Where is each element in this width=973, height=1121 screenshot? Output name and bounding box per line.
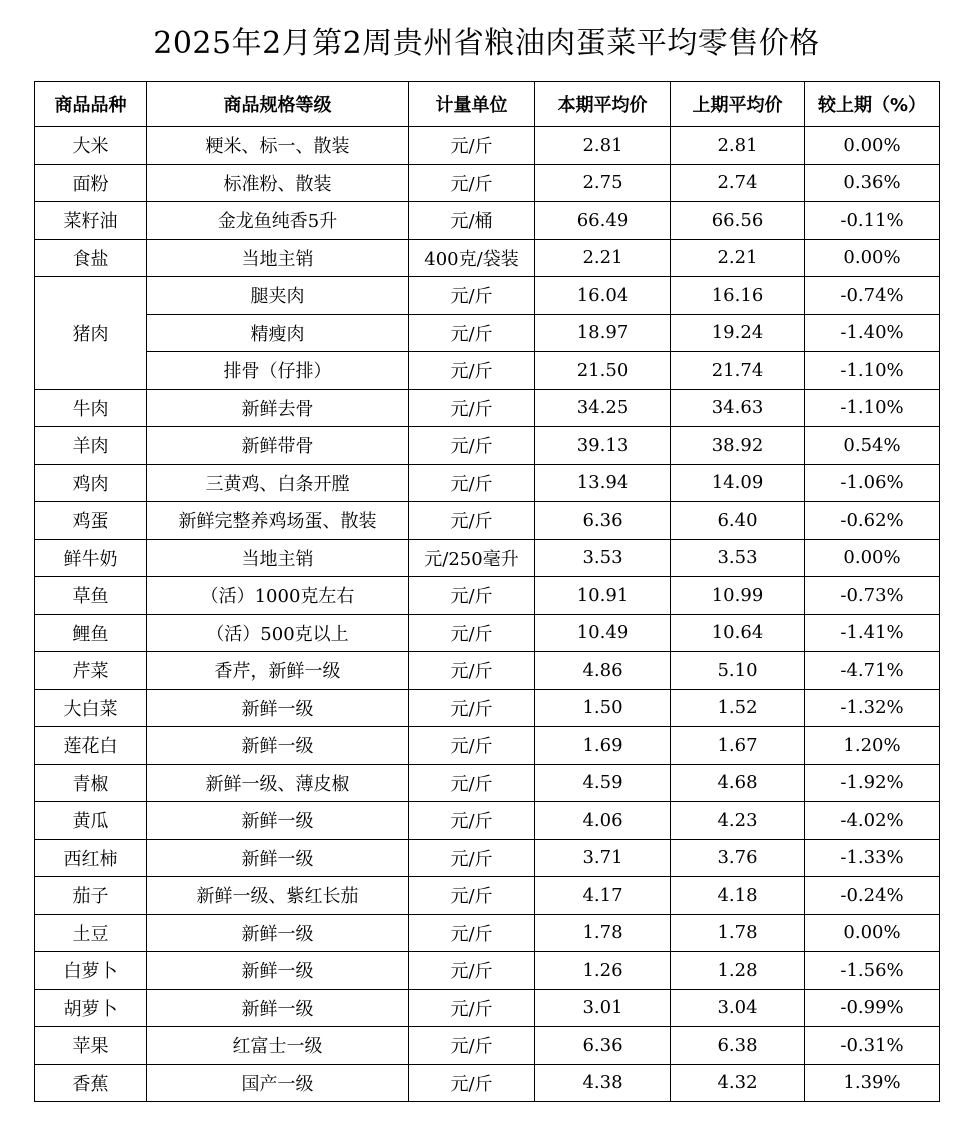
- cell-current-price: 2.75: [535, 164, 671, 202]
- cell-current-price: 3.71: [535, 839, 671, 877]
- cell-product-type: 鲤鱼: [35, 614, 147, 652]
- cell-previous-price: 10.64: [671, 614, 805, 652]
- cell-current-price: 4.17: [535, 877, 671, 915]
- table-row: [35, 464, 940, 502]
- cell-spec: 标准粉、散装: [147, 164, 409, 202]
- cell-product-type: 猪肉: [35, 277, 147, 390]
- cell-product-type: 鲜牛奶: [35, 539, 147, 577]
- cell-change: -0.62%: [805, 502, 940, 540]
- cell-unit: 元/斤: [409, 164, 535, 202]
- cell-previous-price: 4.18: [671, 877, 805, 915]
- cell-current-price: 4.06: [535, 802, 671, 840]
- cell-spec: 国产一级: [147, 1064, 409, 1102]
- cell-unit: 元/斤: [409, 727, 535, 765]
- table-row: [35, 652, 940, 690]
- table-row: [35, 502, 940, 540]
- cell-previous-price: 16.16: [671, 277, 805, 315]
- cell-unit: 元/斤: [409, 1027, 535, 1065]
- cell-change: 1.20%: [805, 727, 940, 765]
- cell-previous-price: 4.32: [671, 1064, 805, 1102]
- cell-current-price: 2.81: [535, 127, 671, 165]
- cell-unit: 元/斤: [409, 839, 535, 877]
- cell-unit: 元/斤: [409, 614, 535, 652]
- cell-previous-price: 10.99: [671, 577, 805, 615]
- cell-previous-price: 3.04: [671, 989, 805, 1027]
- cell-previous-price: 5.10: [671, 652, 805, 690]
- cell-spec: 精瘦肉: [147, 314, 409, 352]
- cell-current-price: 21.50: [535, 352, 671, 390]
- cell-change: -0.99%: [805, 989, 940, 1027]
- cell-current-price: 4.86: [535, 652, 671, 690]
- cell-previous-price: 34.63: [671, 389, 805, 427]
- cell-spec: 新鲜一级: [147, 839, 409, 877]
- cell-previous-price: 1.78: [671, 914, 805, 952]
- cell-change: -1.10%: [805, 389, 940, 427]
- price-table: [34, 81, 940, 1102]
- table-row: [35, 427, 940, 465]
- cell-unit: 元/斤: [409, 127, 535, 165]
- cell-previous-price: 4.23: [671, 802, 805, 840]
- cell-change: -1.40%: [805, 314, 940, 352]
- cell-product-type: 食盐: [35, 239, 147, 277]
- cell-spec: 排骨（仔排）: [147, 352, 409, 390]
- cell-product-type: 大米: [35, 127, 147, 165]
- cell-spec: 红富士一级: [147, 1027, 409, 1065]
- cell-change: -0.31%: [805, 1027, 940, 1065]
- table-body: [35, 127, 940, 1102]
- cell-spec: （活）500克以上: [147, 614, 409, 652]
- cell-change: -4.02%: [805, 802, 940, 840]
- cell-spec: 香芹，新鲜一级: [147, 652, 409, 690]
- table-row: [35, 202, 940, 240]
- cell-spec: 新鲜一级: [147, 989, 409, 1027]
- cell-product-type: 面粉: [35, 164, 147, 202]
- table-row: [35, 277, 940, 315]
- table-row: [35, 689, 940, 727]
- cell-previous-price: 4.68: [671, 764, 805, 802]
- cell-change: 0.36%: [805, 164, 940, 202]
- cell-spec: 新鲜一级: [147, 689, 409, 727]
- table-row: [35, 914, 940, 952]
- cell-spec: 新鲜一级: [147, 802, 409, 840]
- cell-spec: 新鲜带骨: [147, 427, 409, 465]
- cell-change: -1.41%: [805, 614, 940, 652]
- cell-current-price: 3.53: [535, 539, 671, 577]
- table-row: [35, 314, 940, 352]
- cell-change: 0.00%: [805, 539, 940, 577]
- table-row: [35, 839, 940, 877]
- cell-unit: 元/250毫升: [409, 539, 535, 577]
- cell-current-price: 2.21: [535, 239, 671, 277]
- cell-unit: 元/斤: [409, 314, 535, 352]
- cell-product-type: 白萝卜: [35, 952, 147, 990]
- cell-change: -1.56%: [805, 952, 940, 990]
- cell-change: -0.24%: [805, 877, 940, 915]
- cell-previous-price: 3.76: [671, 839, 805, 877]
- table-row: [35, 239, 940, 277]
- cell-change: 0.00%: [805, 239, 940, 277]
- cell-change: -1.33%: [805, 839, 940, 877]
- cell-change: -1.06%: [805, 464, 940, 502]
- cell-change: -1.92%: [805, 764, 940, 802]
- header-unit: 计量单位: [409, 82, 535, 127]
- cell-unit: 元/斤: [409, 1064, 535, 1102]
- cell-unit: 元/斤: [409, 877, 535, 915]
- header-product-spec: 商品规格等级: [147, 82, 409, 127]
- cell-product-type: 鸡肉: [35, 464, 147, 502]
- cell-product-type: 牛肉: [35, 389, 147, 427]
- cell-previous-price: 14.09: [671, 464, 805, 502]
- cell-unit: 元/斤: [409, 427, 535, 465]
- cell-unit: 元/斤: [409, 464, 535, 502]
- table-row: [35, 614, 940, 652]
- cell-previous-price: 1.67: [671, 727, 805, 765]
- cell-unit: 元/斤: [409, 952, 535, 990]
- cell-change: 0.00%: [805, 914, 940, 952]
- cell-change: -1.10%: [805, 352, 940, 390]
- cell-current-price: 13.94: [535, 464, 671, 502]
- cell-change: -0.11%: [805, 202, 940, 240]
- cell-spec: 当地主销: [147, 539, 409, 577]
- cell-unit: 400克/袋装: [409, 239, 535, 277]
- table-row: [35, 952, 940, 990]
- cell-change: 1.39%: [805, 1064, 940, 1102]
- cell-current-price: 6.36: [535, 1027, 671, 1065]
- table-row: [35, 539, 940, 577]
- table-row: [35, 127, 940, 165]
- cell-previous-price: 21.74: [671, 352, 805, 390]
- cell-current-price: 6.36: [535, 502, 671, 540]
- table-row: [35, 577, 940, 615]
- cell-previous-price: 38.92: [671, 427, 805, 465]
- cell-product-type: 土豆: [35, 914, 147, 952]
- cell-current-price: 34.25: [535, 389, 671, 427]
- cell-product-type: 黄瓜: [35, 802, 147, 840]
- cell-product-type: 苹果: [35, 1027, 147, 1065]
- cell-change: 0.54%: [805, 427, 940, 465]
- header-product-type: 商品品种: [35, 82, 147, 127]
- header-current-price: 本期平均价: [535, 82, 671, 127]
- cell-unit: 元/斤: [409, 989, 535, 1027]
- cell-previous-price: 66.56: [671, 202, 805, 240]
- cell-product-type: 鸡蛋: [35, 502, 147, 540]
- cell-unit: 元/斤: [409, 502, 535, 540]
- cell-change: -0.74%: [805, 277, 940, 315]
- table-row: [35, 727, 940, 765]
- cell-product-type: 茄子: [35, 877, 147, 915]
- cell-unit: 元/斤: [409, 277, 535, 315]
- cell-current-price: 18.97: [535, 314, 671, 352]
- cell-spec: 粳米、标一、散装: [147, 127, 409, 165]
- table-row: [35, 164, 940, 202]
- cell-current-price: 4.38: [535, 1064, 671, 1102]
- cell-change: -0.73%: [805, 577, 940, 615]
- cell-previous-price: 1.52: [671, 689, 805, 727]
- cell-unit: 元/斤: [409, 652, 535, 690]
- cell-current-price: 4.59: [535, 764, 671, 802]
- cell-spec: 新鲜一级: [147, 952, 409, 990]
- cell-previous-price: 6.40: [671, 502, 805, 540]
- cell-product-type: 胡萝卜: [35, 989, 147, 1027]
- cell-spec: 三黄鸡、白条开膛: [147, 464, 409, 502]
- cell-spec: 新鲜一级: [147, 727, 409, 765]
- cell-product-type: 菜籽油: [35, 202, 147, 240]
- table-row: [35, 1064, 940, 1102]
- cell-unit: 元/斤: [409, 389, 535, 427]
- cell-unit: 元/斤: [409, 914, 535, 952]
- cell-product-type: 青椒: [35, 764, 147, 802]
- cell-previous-price: 2.81: [671, 127, 805, 165]
- table-row: [35, 877, 940, 915]
- cell-unit: 元/斤: [409, 352, 535, 390]
- cell-spec: 新鲜一级: [147, 914, 409, 952]
- cell-previous-price: 6.38: [671, 1027, 805, 1065]
- cell-product-type: 西红柿: [35, 839, 147, 877]
- cell-spec: 当地主销: [147, 239, 409, 277]
- cell-unit: 元/斤: [409, 577, 535, 615]
- table-row: [35, 764, 940, 802]
- cell-product-type: 大白菜: [35, 689, 147, 727]
- cell-change: -1.32%: [805, 689, 940, 727]
- cell-spec: 新鲜一级、薄皮椒: [147, 764, 409, 802]
- cell-product-type: 莲花白: [35, 727, 147, 765]
- cell-current-price: 1.69: [535, 727, 671, 765]
- table-row: [35, 389, 940, 427]
- header-change: 较上期（%）: [805, 82, 940, 127]
- cell-current-price: 1.50: [535, 689, 671, 727]
- table-row: [35, 989, 940, 1027]
- cell-previous-price: 2.21: [671, 239, 805, 277]
- cell-spec: 新鲜一级、紫红长茄: [147, 877, 409, 915]
- cell-spec: （活）1000克左右: [147, 577, 409, 615]
- cell-current-price: 10.91: [535, 577, 671, 615]
- table-header-row: [35, 82, 940, 127]
- cell-spec: 金龙鱼纯香5升: [147, 202, 409, 240]
- cell-change: 0.00%: [805, 127, 940, 165]
- cell-current-price: 10.49: [535, 614, 671, 652]
- cell-change: -4.71%: [805, 652, 940, 690]
- header-previous-price: 上期平均价: [671, 82, 805, 127]
- table-row: [35, 802, 940, 840]
- cell-current-price: 3.01: [535, 989, 671, 1027]
- cell-unit: 元/斤: [409, 764, 535, 802]
- cell-current-price: 1.26: [535, 952, 671, 990]
- cell-product-type: 芹菜: [35, 652, 147, 690]
- table-row: [35, 1027, 940, 1065]
- cell-product-type: 羊肉: [35, 427, 147, 465]
- page-title: 2025年2月第2周贵州省粮油肉蛋菜平均零售价格: [153, 26, 820, 61]
- cell-unit: 元/斤: [409, 802, 535, 840]
- cell-product-type: 草鱼: [35, 577, 147, 615]
- cell-previous-price: 19.24: [671, 314, 805, 352]
- cell-unit: 元/桶: [409, 202, 535, 240]
- cell-spec: 新鲜去骨: [147, 389, 409, 427]
- cell-previous-price: 3.53: [671, 539, 805, 577]
- cell-current-price: 16.04: [535, 277, 671, 315]
- cell-unit: 元/斤: [409, 689, 535, 727]
- cell-spec: 新鲜完整养鸡场蛋、散装: [147, 502, 409, 540]
- cell-spec: 腿夹肉: [147, 277, 409, 315]
- cell-product-type: 香蕉: [35, 1064, 147, 1102]
- cell-previous-price: 1.28: [671, 952, 805, 990]
- cell-current-price: 1.78: [535, 914, 671, 952]
- cell-current-price: 39.13: [535, 427, 671, 465]
- table-row: [35, 352, 940, 390]
- cell-current-price: 66.49: [535, 202, 671, 240]
- cell-previous-price: 2.74: [671, 164, 805, 202]
